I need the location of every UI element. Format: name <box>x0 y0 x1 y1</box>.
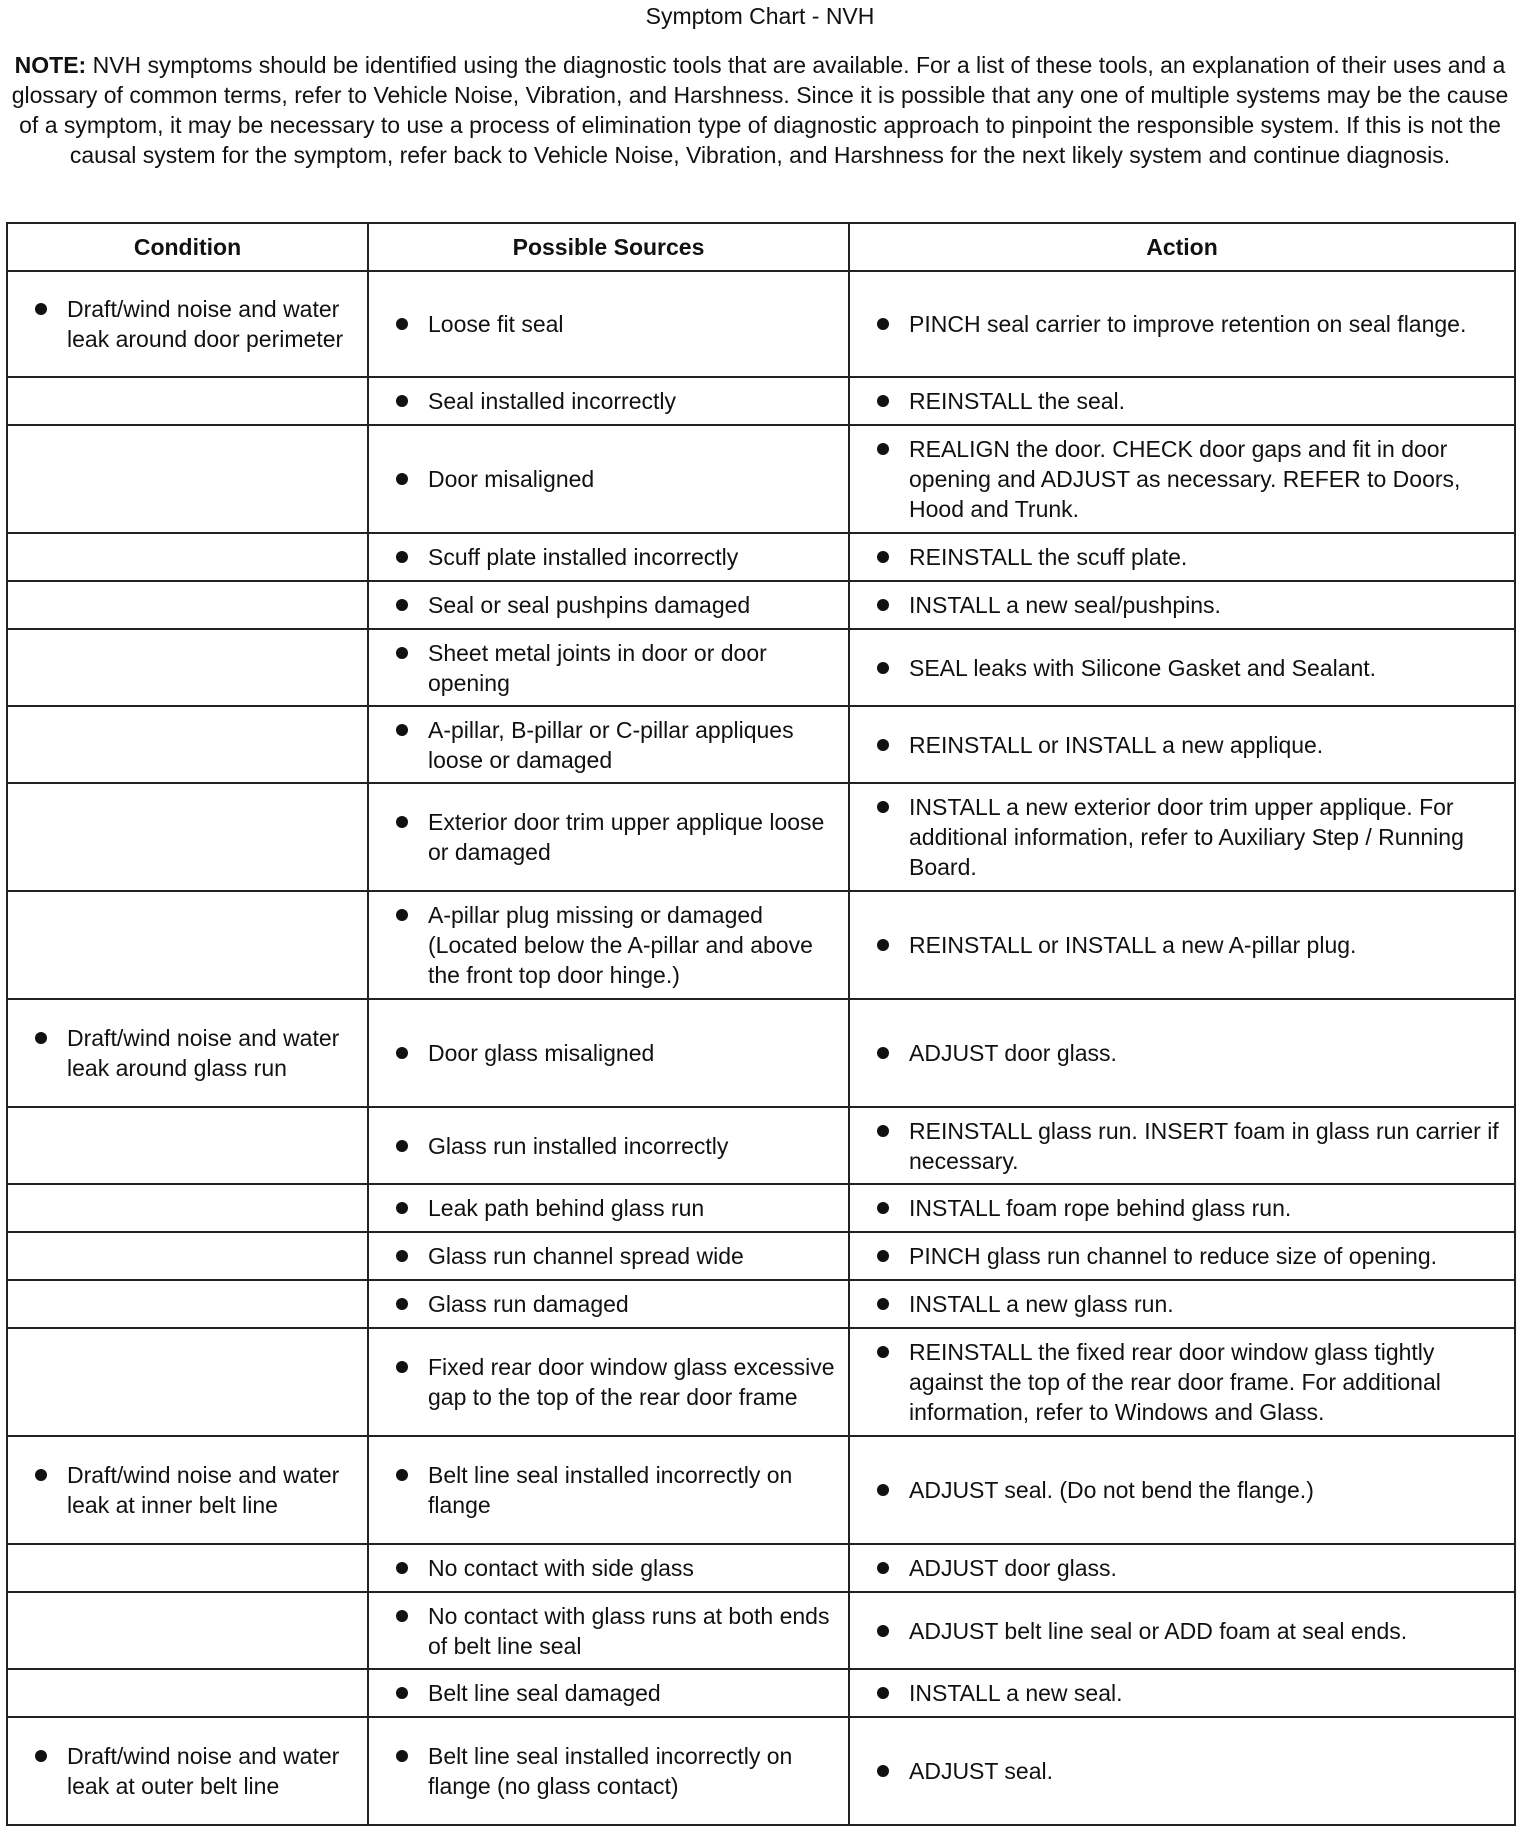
bullet-item <box>377 1038 840 1068</box>
bullet-item <box>16 294 359 354</box>
bullet-item <box>858 1241 1506 1271</box>
action-cell <box>849 377 1515 425</box>
action-text: REINSTALL or INSTALL a new applique. <box>909 731 1324 758</box>
bullet-icon <box>396 1202 408 1214</box>
bullet-icon <box>877 551 889 563</box>
table-row <box>7 1280 1515 1328</box>
bullet-icon <box>396 599 408 611</box>
table-row <box>7 377 1515 425</box>
action-text: REINSTALL or INSTALL a new A-pillar plug. <box>909 932 1357 958</box>
symptom-chart-table <box>6 222 1516 1826</box>
bullet-item <box>377 900 840 990</box>
bullet-item <box>858 1756 1506 1786</box>
bullet-item <box>377 1553 840 1583</box>
bullet-item <box>377 1678 840 1708</box>
condition-text: Draft/wind noise and water leak around door perimeter <box>67 296 344 352</box>
bullet-item <box>377 1131 840 1161</box>
bullet-item <box>858 386 1506 416</box>
action-cell <box>849 1107 1515 1184</box>
bullet-icon <box>396 473 408 485</box>
table-row <box>7 706 1515 783</box>
possible-source-text: Glass run damaged <box>428 1291 629 1317</box>
possible-source-text: Door misaligned <box>428 466 595 492</box>
bullet-icon <box>877 939 889 951</box>
action-cell <box>849 783 1515 891</box>
condition-cell <box>7 533 368 581</box>
bullet-item <box>16 1023 359 1083</box>
note-paragraph <box>8 50 1512 170</box>
table-row <box>7 1544 1515 1592</box>
bullet-item <box>858 434 1506 524</box>
bullet-item <box>858 1116 1506 1176</box>
action-text: ADJUST seal. <box>909 1758 1054 1784</box>
possible-source-text: No contact with side glass <box>428 1555 694 1581</box>
bullet-icon <box>35 1469 47 1481</box>
possible-source-cell <box>368 629 849 706</box>
possible-source-cell <box>368 1280 849 1328</box>
bullet-icon <box>396 1250 408 1262</box>
possible-source-text: Exterior door trim upper applique loose or damaged <box>428 809 825 865</box>
possible-source-text: Glass run installed incorrectly <box>428 1132 729 1159</box>
possible-source-cell <box>368 999 849 1107</box>
action-cell <box>849 999 1515 1107</box>
bullet-item <box>377 1193 840 1223</box>
table-row <box>7 581 1515 629</box>
bullet-icon <box>877 443 889 455</box>
possible-source-text: No contact with glass runs at both ends of belt line seal <box>428 1602 830 1659</box>
bullet-icon <box>877 395 889 407</box>
table-row <box>7 271 1515 377</box>
condition-cell <box>7 783 368 891</box>
bullet-item <box>858 1038 1506 1068</box>
possible-source-text: Belt line seal damaged <box>428 1680 661 1706</box>
table-row <box>7 533 1515 581</box>
bullet-icon <box>396 1140 408 1152</box>
condition-cell <box>7 1717 368 1825</box>
table-row <box>7 1107 1515 1184</box>
bullet-icon <box>877 1047 889 1059</box>
bullet-icon <box>396 816 408 828</box>
bullet-icon <box>877 662 889 674</box>
bullet-icon <box>877 1625 889 1637</box>
bullet-item <box>858 1475 1506 1505</box>
action-text: REALIGN the door. CHECK door gaps and fit in door opening and ADJUST as necessary. REFER to Doors, Hood and Trunk. <box>909 436 1461 522</box>
table-row <box>7 1669 1515 1717</box>
table-row <box>7 1184 1515 1232</box>
possible-source-cell <box>368 425 849 533</box>
bullet-icon <box>35 1032 47 1044</box>
bullet-icon <box>396 647 408 659</box>
bullet-item <box>377 1241 840 1271</box>
bullet-icon <box>877 1250 889 1262</box>
table-row <box>7 1328 1515 1436</box>
bullet-item <box>858 730 1506 760</box>
bullet-item <box>16 1460 359 1520</box>
possible-source-cell <box>368 271 849 377</box>
bullet-icon <box>396 1361 408 1373</box>
condition-cell <box>7 1436 368 1544</box>
bullet-item <box>858 309 1506 339</box>
note-label: NOTE: <box>14 52 87 78</box>
bullet-item <box>858 1289 1506 1319</box>
bullet-icon <box>877 1765 889 1777</box>
bullet-icon <box>396 909 408 921</box>
bullet-icon <box>877 599 889 611</box>
possible-source-cell <box>368 1232 849 1280</box>
bullet-item <box>858 792 1506 882</box>
bullet-icon <box>877 1202 889 1214</box>
possible-source-text: Belt line seal installed incorrectly on flange <box>428 1462 793 1518</box>
table-row <box>7 891 1515 999</box>
condition-cell <box>7 425 368 533</box>
action-text: ADJUST belt line seal or ADD foam at seal ends. <box>909 1617 1408 1644</box>
bullet-item <box>377 386 840 416</box>
possible-source-text: Loose fit seal <box>428 311 564 337</box>
table-row <box>7 1592 1515 1669</box>
action-cell <box>849 271 1515 377</box>
action-cell <box>849 581 1515 629</box>
bullet-item <box>858 1553 1506 1583</box>
condition-cell <box>7 629 368 706</box>
header-action: Action <box>849 223 1515 271</box>
bullet-item <box>377 1460 840 1520</box>
bullet-item <box>858 1337 1506 1427</box>
possible-source-text: Leak path behind glass run <box>428 1195 705 1221</box>
possible-source-cell <box>368 581 849 629</box>
bullet-icon <box>396 1562 408 1574</box>
bullet-icon <box>35 1750 47 1762</box>
bullet-icon <box>396 724 408 736</box>
condition-cell <box>7 1232 368 1280</box>
table-row <box>7 629 1515 706</box>
bullet-item <box>377 542 840 572</box>
condition-cell <box>7 377 368 425</box>
bullet-icon <box>396 395 408 407</box>
action-cell <box>849 425 1515 533</box>
action-text: INSTALL foam rope behind glass run. <box>909 1195 1292 1221</box>
bullet-item <box>377 638 840 698</box>
bullet-item <box>377 1601 840 1661</box>
table-row <box>7 425 1515 533</box>
action-cell <box>849 629 1515 706</box>
action-cell <box>849 1184 1515 1232</box>
condition-cell <box>7 271 368 377</box>
condition-text: Draft/wind noise and water leak at outer belt line <box>67 1743 340 1799</box>
bullet-icon <box>35 303 47 315</box>
action-cell <box>849 533 1515 581</box>
action-text: ADJUST seal. (Do not bend the flange.) <box>909 1477 1314 1503</box>
possible-source-cell <box>368 1544 849 1592</box>
action-cell <box>849 1436 1515 1544</box>
bullet-item <box>858 590 1506 620</box>
condition-cell <box>7 1592 368 1669</box>
condition-text: Draft/wind noise and water leak at inner belt line <box>67 1462 340 1518</box>
bullet-icon <box>396 1298 408 1310</box>
possible-source-cell <box>368 1436 849 1544</box>
action-text: REINSTALL the scuff plate. <box>909 544 1188 570</box>
bullet-item <box>377 1741 840 1801</box>
header-possible-sources: Possible Sources <box>368 223 849 271</box>
action-text: REINSTALL the fixed rear door window glass tightly against the top of the rear door frame. For additional information, refer to Windows and Glass. <box>909 1339 1441 1425</box>
bullet-icon <box>877 1346 889 1358</box>
possible-source-text: Door glass misaligned <box>428 1040 655 1066</box>
condition-cell <box>7 581 368 629</box>
action-cell <box>849 1717 1515 1825</box>
bullet-item <box>377 1352 840 1412</box>
table-row <box>7 1717 1515 1825</box>
table-header-row <box>7 223 1515 271</box>
condition-cell <box>7 1107 368 1184</box>
table-row <box>7 1232 1515 1280</box>
condition-cell <box>7 891 368 999</box>
condition-cell <box>7 1280 368 1328</box>
bullet-icon <box>396 1047 408 1059</box>
header-condition: Condition <box>7 223 368 271</box>
action-text: REINSTALL the seal. <box>909 388 1126 414</box>
possible-source-cell <box>368 891 849 999</box>
action-cell <box>849 1280 1515 1328</box>
possible-source-text: A-pillar, B-pillar or C-pillar appliques loose or damaged <box>428 716 794 773</box>
possible-source-text: Belt line seal installed incorrectly on flange (no glass contact) <box>428 1743 793 1799</box>
possible-source-text: Glass run channel spread wide <box>428 1243 744 1269</box>
action-text: INSTALL a new seal/pushpins. <box>909 592 1221 618</box>
action-cell <box>849 1669 1515 1717</box>
possible-source-cell <box>368 1717 849 1825</box>
action-cell <box>849 1328 1515 1436</box>
action-text: PINCH glass run channel to reduce size of opening. <box>909 1243 1438 1269</box>
action-text: SEAL leaks with Silicone Gasket and Sealant. <box>909 654 1377 681</box>
bullet-icon <box>396 1750 408 1762</box>
condition-cell <box>7 1544 368 1592</box>
note-text: NVH symptoms should be identified using the diagnostic tools that are available. For a list of these tools, an explanation of their uses and a glossary of common terms, refer to Vehicle Noise, Vibration, and Harshness. Since it is possible that any one of multiple systems may be the cause of a symptom, it may be necessary to use a process of elimination type of diagnostic approach to pinpoint the responsible system. If this is not the causal system for the symptom, refer back to Vehicle Noise, Vibration, and Harshness for the next likely system and continue diagnosis. <box>11 52 1509 168</box>
condition-cell <box>7 999 368 1107</box>
condition-cell <box>7 1669 368 1717</box>
action-text: INSTALL a new seal. <box>909 1680 1123 1706</box>
action-cell <box>849 1544 1515 1592</box>
possible-source-cell <box>368 706 849 783</box>
possible-source-text: Seal or seal pushpins damaged <box>428 592 751 618</box>
bullet-icon <box>877 739 889 751</box>
table-row <box>7 999 1515 1107</box>
possible-source-text: Sheet metal joints in door or door opening <box>428 639 767 696</box>
action-text: PINCH seal carrier to improve retention on seal flange. <box>909 311 1467 337</box>
bullet-item <box>858 930 1506 960</box>
action-text: ADJUST door glass. <box>909 1555 1117 1581</box>
bullet-icon <box>396 1469 408 1481</box>
table-row <box>7 783 1515 891</box>
condition-cell <box>7 706 368 783</box>
bullet-item <box>858 653 1506 683</box>
action-cell <box>849 891 1515 999</box>
bullet-icon <box>877 801 889 813</box>
action-cell <box>849 706 1515 783</box>
bullet-icon <box>877 1298 889 1310</box>
table-row <box>7 1436 1515 1544</box>
bullet-item <box>858 1678 1506 1708</box>
bullet-item <box>377 464 840 494</box>
bullet-icon <box>396 551 408 563</box>
bullet-icon <box>396 1687 408 1699</box>
possible-source-text: Scuff plate installed incorrectly <box>428 544 739 570</box>
possible-source-cell <box>368 1184 849 1232</box>
possible-source-cell <box>368 1592 849 1669</box>
bullet-icon <box>877 1484 889 1496</box>
condition-cell <box>7 1184 368 1232</box>
bullet-icon <box>877 1562 889 1574</box>
action-text: INSTALL a new exterior door trim upper applique. For additional information, refer to Auxiliary Step / Running Board. <box>909 794 1464 880</box>
possible-source-cell <box>368 1107 849 1184</box>
possible-source-text: Seal installed incorrectly <box>428 388 677 414</box>
bullet-icon <box>877 318 889 330</box>
possible-source-text: Fixed rear door window glass excessive gap to the top of the rear door frame <box>428 1354 835 1410</box>
bullet-item <box>377 807 840 867</box>
possible-source-cell <box>368 1328 849 1436</box>
page-title: Symptom Chart - NVH <box>645 3 875 29</box>
possible-source-cell <box>368 1669 849 1717</box>
bullet-icon <box>877 1687 889 1699</box>
possible-source-cell <box>368 377 849 425</box>
action-text: ADJUST door glass. <box>909 1040 1117 1066</box>
bullet-item <box>858 542 1506 572</box>
bullet-item <box>858 1616 1506 1646</box>
table-body <box>7 271 1515 1825</box>
action-cell <box>849 1592 1515 1669</box>
possible-source-text: A-pillar plug missing or damaged (Located below the A-pillar and above the front top door hinge.) <box>428 902 813 988</box>
bullet-item <box>858 1193 1506 1223</box>
bullet-item <box>377 1289 840 1319</box>
possible-source-cell <box>368 783 849 891</box>
bullet-item <box>377 309 840 339</box>
condition-cell <box>7 1328 368 1436</box>
bullet-item <box>16 1741 359 1801</box>
bullet-icon <box>877 1125 889 1137</box>
action-text: REINSTALL glass run. INSERT foam in glass run carrier if necessary. <box>909 1117 1499 1174</box>
action-cell <box>849 1232 1515 1280</box>
possible-source-cell <box>368 533 849 581</box>
bullet-item <box>377 590 840 620</box>
bullet-icon <box>396 1610 408 1622</box>
action-text: INSTALL a new glass run. <box>909 1291 1174 1317</box>
bullet-icon <box>396 318 408 330</box>
bullet-item <box>377 715 840 775</box>
condition-text: Draft/wind noise and water leak around glass run <box>67 1025 340 1081</box>
